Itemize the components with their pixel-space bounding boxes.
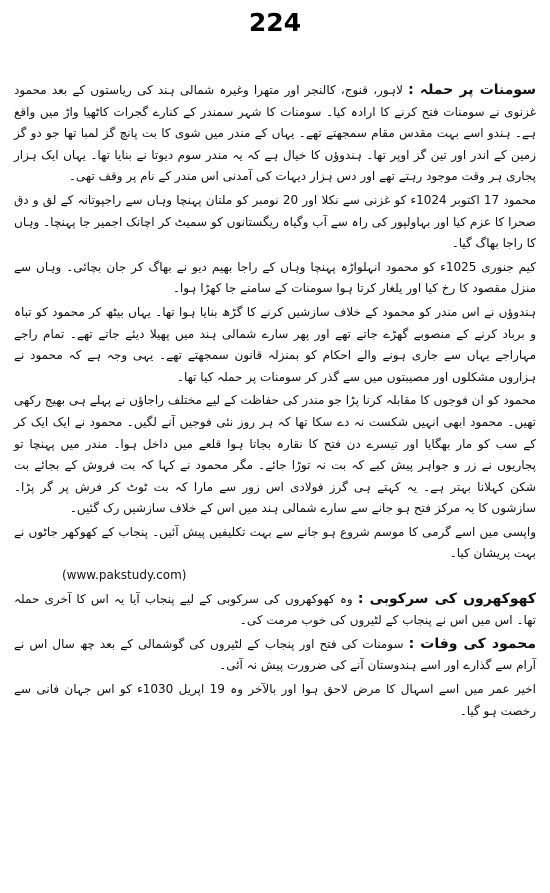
paragraph-text: محمود کو ان فوجوں کا مقابلہ کرنا پڑا جو مندر کی حفاظت کے لیے مختلف راجاؤں نے پہلے ہی بھیج رکھی تھیں۔ محمود ابھی انہیں شکست نہ دے سکا تھا کہ ہر روز نئی فوجیں آنے لگیں۔ محمود نے ایک ایک کر کے سب کو مار بھگایا اور تیسرے دن فتح کا نقارہ بجاتا ہوا قلعے میں داخل ہوا۔ مندر میں پہنچا تو پجاریوں نے زر و جواہر پیش کیے کہ بت نہ توڑا جائے۔ مگر محمود نے کہا کہ بت فروش کے بجائے بت شکن کہلانا بہتر ہے۔ یہ کہتے ہی گرز فولادی اس زور سے مارا کہ بت ٹوٹ کر فرش پر گر پڑا۔ سازشوں کا یہ مرکز فتح ہو جانے سے سارے شمالی ہند میں اس کے خلاف سازشیں رک گئیں۔	[14, 393, 536, 516]
watermark-url: (www.pakstudy.com)	[62, 568, 187, 583]
paragraph-text: سومنات کی فتح اور پنجاب کے لٹیروں کی گوشمالی کے بعد چھ سال اس نے آرام سے گذارے اور اسے ہندوستان آنے کی ضرورت پیش نہ آئی۔	[14, 636, 536, 673]
paragraph-final	[14, 679, 536, 722]
paragraph-text: اخیر عمر میں اسے اسہال کا مرض لاحق ہوا اور بالآخر وہ 19 اپریل 1030ء کو اس جہان فانی سے رخصت ہو گیا۔	[14, 682, 536, 718]
paragraph-battle	[14, 390, 536, 520]
paragraph-khokhars	[14, 589, 536, 632]
page-number: 224	[248, 8, 302, 37]
section-heading-death: محمود کی وفات :	[408, 635, 536, 652]
section-heading-somnath: سومنات پر حملہ :	[408, 82, 536, 98]
paragraph-text: ہندوؤں نے اس مندر کو محمود کے خلاف سازشیں کرنے کا گڑھ بنایا ہوا تھا۔ یہاں بیٹھ کر محمود کو تباہ و برباد کرنے کے منصوبے گھڑے جاتے تھے اور پھر سارے شمالی ہند میں پھیلا دیئے جاتے تھے۔ تمام راجے مہاراجے یہاں سے جاری ہونے والے احکام کو بمنزلہ قانون سمجھتے تھے۔ یہی وجہ ہے کہ محمود نے ہزاروں مشکلوں اور مصیبتوں میں سے گذر کر سومنات پر حملہ کیا تھا۔	[14, 304, 536, 384]
paragraph-conspiracy	[14, 302, 536, 388]
page-body	[14, 80, 536, 722]
paragraph-text: وہ کھوکھروں کی سرکوبی کے لیے پنجاب آیا یہ اس کا آخری حملہ تھا۔ اس میں اس نے پنجاب کے لٹیروں کی خوب مرمت کی۔	[14, 591, 536, 628]
paragraph-text: واپسی میں اسے گرمی کا موسم شروع ہو جانے سے بہت تکلیفیں پیش آئیں۔ پنجاب کے کھوکھر جاٹوں نے بہت پریشان کیا۔	[14, 524, 536, 561]
section-heading-khokhars: کھوکھروں کی سرکوبی :	[357, 590, 536, 607]
paragraph-somnath-attack	[14, 80, 536, 188]
paragraph-anhilwara	[14, 257, 536, 300]
paragraph-death	[14, 634, 536, 677]
paragraph-return	[14, 522, 536, 565]
paragraph-text: محمود 17 اکتوبر 1024ء کو غزنی سے نکلا اور 20 نومبر کو ملتان پہنچا وہاں سے راجپوتانہ کے لق و دق صحرا کا عزم کیا اور بہاولپور کی راہ سے آب وگیاہ ریگستانوں کو سمیٹ کر اچانک اجمیر جا پہنچا۔ وہاں کا راجا بھاگ گیا۔	[14, 192, 536, 251]
paragraph-text: کیم جنوری 1025ء کو محمود انہلواڑہ پہنچا وہاں کے راجا بھیم دیو نے بھاگ کر جان بچائی۔ وہاں سے منزل مقصود کا رخ کیا اور یلغار کرتا ہوا سومنات کے سامنے جا کھڑا ہوا۔	[14, 259, 537, 296]
paragraph-march	[14, 190, 536, 255]
paragraph-text: لاہور، قنوج، کالنجر اور متھرا وغیرہ شمالی ہند کی ریاستوں کے بعد محمود غزنوی نے سومنات فتح کرنے کا ارادہ کیا۔ سومنات کا شہر سمندر کے کنارے گجرات کاٹھیا واڑ میں واقع ہے۔ ہندو اسے بہت مقدس مقام سمجھتے تھے۔ یہاں کے مندر میں شوی کا بت پانچ گز لمبا تھا جو دو گز زمین کے اندر اور تین گز اوپر تھا۔ ہندوؤں کا خیال ہے کہ یہ مندر سوم دیوتا نے بنایا تھا۔ یہاں ایک ہزار پجاری ہر وقت موجود رہتے تھے اور دس ہزار دیہات کی آمدنی اس مندر کے نام پر وقف تھی۔	[14, 83, 536, 184]
